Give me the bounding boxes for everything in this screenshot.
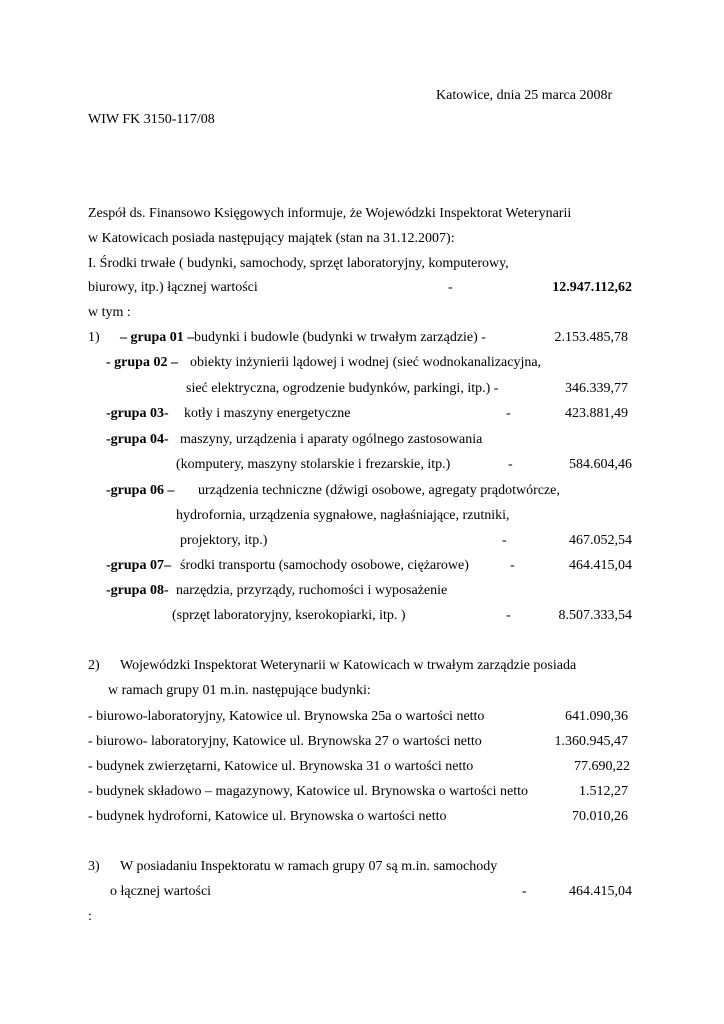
group-06-description-3: projektory, itp.) bbox=[180, 533, 268, 548]
group-07-description: środki transportu (samochody osobowe, ciężarowe) bbox=[180, 558, 469, 573]
group-08-description-2: (sprzęt laboratoryjny, kserokopiarki, itp. ) bbox=[172, 608, 406, 623]
section-3-line-1: W posiadaniu Inspektoratu w ramach grupy 07 są m.in. samochody bbox=[120, 859, 498, 874]
reference-number: WIW FK 3150-117/08 bbox=[88, 112, 215, 127]
group-06-value: 467.052,54 bbox=[569, 533, 632, 548]
building-1-value: 641.090,36 bbox=[565, 709, 628, 724]
group-04-description-2: (komputery, maszyny stolarskie i frezarskie, itp.) bbox=[176, 457, 451, 472]
building-4-description: - budynek składowo – magazynowy, Katowice ul. Brynowska o wartości netto bbox=[88, 784, 528, 799]
section-2-number: 2) bbox=[88, 658, 100, 673]
w-tym-label: w tym : bbox=[88, 305, 131, 320]
group-01-label: – grupa 01 – bbox=[120, 330, 195, 345]
group-04-value: 584.604,46 bbox=[569, 457, 632, 472]
building-3-value: 77.690,22 bbox=[574, 759, 630, 774]
group-04-description-1: maszyny, urządzenia i aparaty ogólnego zastosowania bbox=[180, 432, 483, 447]
group-06-label: -grupa 06 – bbox=[106, 483, 175, 498]
group-01-description: budynki i budowle (budynki w trwałym zarządzie) - bbox=[194, 330, 486, 345]
section-3-dash: - bbox=[522, 884, 527, 899]
intro-dash: - bbox=[448, 280, 453, 295]
building-3-description: - budynek zwierzętarni, Katowice ul. Brynowska 31 o wartości netto bbox=[88, 759, 474, 774]
building-2-value: 1.360.945,47 bbox=[554, 734, 628, 749]
group-08-label: -grupa 08- bbox=[106, 583, 169, 598]
group-01-value: 2.153.485,78 bbox=[554, 330, 628, 345]
building-5-value: 70.010,26 bbox=[572, 809, 628, 824]
total-value: 12.947.112,62 bbox=[552, 280, 632, 295]
group-03-description: kotły i maszyny energetyczne bbox=[184, 406, 351, 421]
group-04-label: -grupa 04- bbox=[106, 432, 169, 447]
intro-line-1: Zespół ds. Finansowo Księgowych informuje, że Wojewódzki Inspektorat Weterynarii bbox=[88, 206, 572, 221]
section-3-value: 464.415,04 bbox=[569, 884, 632, 899]
building-4-value: 1.512,27 bbox=[579, 784, 628, 799]
trailing-colon: : bbox=[88, 909, 92, 924]
group-08-dash: - bbox=[506, 608, 511, 623]
group-03-dash: - bbox=[506, 406, 511, 421]
group-02-value: 346.339,77 bbox=[565, 381, 628, 396]
section-1-number: 1) bbox=[88, 330, 100, 345]
section-3-line-2: o łącznej wartości bbox=[110, 884, 212, 899]
building-1-description: - biurowo-laboratoryjny, Katowice ul. Brynowska 25a o wartości netto bbox=[88, 709, 485, 724]
group-03-label: -grupa 03- bbox=[106, 406, 169, 421]
group-07-label: -grupa 07– bbox=[106, 558, 171, 573]
building-5-description: - budynek hydroforni, Katowice ul. Brynowska o wartości netto bbox=[88, 809, 447, 824]
intro-line-2: w Katowicach posiada następujący majątek (stan na 31.12.2007): bbox=[88, 231, 455, 246]
group-02-label: - grupa 02 – bbox=[106, 355, 178, 370]
group-02-description-2: sieć elektryczna, ogrodzenie budynków, parkingi, itp.) - bbox=[186, 381, 499, 396]
group-06-dash: - bbox=[502, 533, 507, 548]
group-07-value: 464.415,04 bbox=[569, 558, 632, 573]
group-07-dash: - bbox=[510, 558, 515, 573]
group-04-dash: - bbox=[508, 457, 513, 472]
group-08-description-1: narzędzia, przyrządy, ruchomości i wyposażenie bbox=[176, 583, 448, 598]
intro-line-4: biurowy, itp.) łącznej wartości bbox=[88, 280, 258, 295]
group-06-description-2: hydrofornia, urządzenia sygnałowe, nagłaśniające, rzutniki, bbox=[176, 508, 510, 523]
intro-line-3: I. Środki trwałe ( budynki, samochody, sprzęt laboratoryjny, komputerowy, bbox=[88, 256, 509, 271]
section-2-line-2: w ramach grupy 01 m.in. następujące budynki: bbox=[108, 683, 371, 698]
group-03-value: 423.881,49 bbox=[565, 406, 628, 421]
section-3-number: 3) bbox=[88, 859, 100, 874]
group-02-description-1: obiekty inżynierii lądowej i wodnej (sieć wodnokanalizacyjna, bbox=[190, 355, 542, 370]
group-08-value: 8.507.333,54 bbox=[558, 608, 632, 623]
building-2-description: - biurowo- laboratoryjny, Katowice ul. Brynowska 27 o wartości netto bbox=[88, 734, 482, 749]
section-2-line-1: Wojewódzki Inspektorat Weterynarii w Katowicach w trwałym zarządzie posiada bbox=[120, 658, 577, 673]
date-line: Katowice, dnia 25 marca 2008r bbox=[436, 88, 613, 103]
group-06-description-1: urządzenia techniczne (dźwigi osobowe, agregaty prądotwórcze, bbox=[198, 483, 560, 498]
